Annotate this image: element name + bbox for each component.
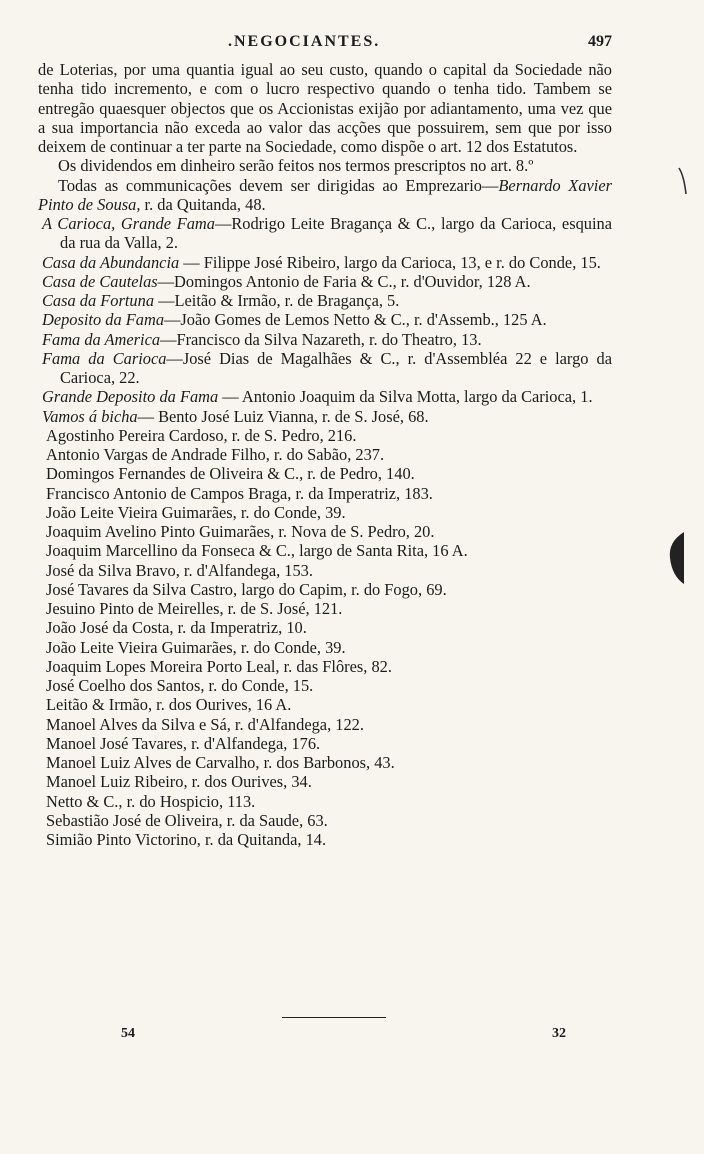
list-item: Manoel José Tavares, r. d'Alfandega, 176. xyxy=(46,733,321,753)
margin-mark-icon xyxy=(678,166,688,196)
list-item: Joaquim Marcellino da Fonseca & C., largo de Santa Rita, 16 A. xyxy=(46,541,468,561)
list-item xyxy=(38,272,612,291)
firm-name: Casa da Fortuna xyxy=(42,291,155,310)
contact-note xyxy=(38,176,612,215)
firm-details: —João Gomes de Lemos Netto & C., r. d'Assemb., 125 A. xyxy=(164,310,547,330)
firm-name: Fama da America xyxy=(42,329,161,349)
page-body xyxy=(38,60,612,849)
running-title: .NEGOCIANTES. xyxy=(228,33,381,50)
list-item xyxy=(38,291,612,310)
intro-paragraph: de Loterias, por uma quantia igual ao seu custo, quando o capital da Sociedade não tenha tido incremento, e com o lucro respectivo quando o tenha tido. Tambem se entregão quaesquer objectos que os Accionistas exijão por adiantamento, uma vez que a sua importancia não exceda ao valor das acções que possuirem, sem que por isso deixem de continuar a ter parte na Sociedade, como dispõe o art. 12 dos Estatutos. xyxy=(38,60,612,156)
list-item: Leitão & Irmão, r. dos Ourives, 16 A. xyxy=(46,695,292,715)
list-item: Antonio Vargas de Andrade Filho, r. do Sabão, 237. xyxy=(46,445,385,464)
signature-mark: 54 xyxy=(121,1026,135,1041)
firm-name: Grande Deposito da Fama xyxy=(42,387,219,407)
list-item: Manoel Alves da Silva e Sá, r. d'Alfandega, 122. xyxy=(46,714,364,734)
firm-name: Deposito da Fama xyxy=(42,310,165,330)
dividend-note: Os dividendos em dinheiro serão feitos nos termos prescriptos no art. 8.º xyxy=(58,156,534,176)
emprezario-name: Bernardo Xavier Pinto de Sousa, xyxy=(38,175,612,214)
list-item: Sebastião José de Oliveira, r. da Saude, 63. xyxy=(46,810,328,830)
named-firm-list xyxy=(38,214,612,426)
firm-name: Fama da Carioca xyxy=(42,348,167,368)
page-header xyxy=(38,33,612,55)
page-number: 497 xyxy=(588,33,612,50)
list-item: Manoel Luiz Ribeiro, r. dos Ourives, 34. xyxy=(46,772,312,792)
firm-details: — Bento José Luiz Vianna, r. de S. José, 68. xyxy=(137,406,429,426)
list-item xyxy=(38,407,612,426)
firm-name: Casa de Cautelas xyxy=(42,271,158,291)
firm-details: — Antonio Joaquim da Silva Motta, largo da Carioca, 1. xyxy=(218,387,593,407)
firm-details: —Leitão & Irmão, r. de Bragança, 5. xyxy=(154,291,400,310)
list-item: Jesuino Pinto de Meirelles, r. de S. José, 121. xyxy=(46,599,343,618)
contact-lead: Todas as communicações devem ser dirigidas ao Emprezario— xyxy=(58,175,499,195)
list-item: Agostinho Pereira Cardoso, r. de S. Pedro, 216. xyxy=(46,425,357,445)
list-item: João Leite Vieira Guimarães, r. do Conde, 39. xyxy=(46,637,346,657)
merchant-list xyxy=(38,426,612,850)
list-item xyxy=(38,253,612,272)
list-item: José da Silva Bravo, r. d'Alfandega, 153. xyxy=(46,560,313,580)
firm-details: — Filippe José Ribeiro, largo da Carioca, 13, e r. do Conde, 15. xyxy=(179,252,601,272)
page-footer xyxy=(0,1018,704,1058)
list-item: Netto & C., r. do Hospicio, 113. xyxy=(46,791,256,811)
firm-details: —Francisco da Silva Nazareth, r. do Theatro, 13. xyxy=(160,329,482,349)
list-item: João José da Costa, r. da Imperatriz, 10. xyxy=(46,618,307,638)
list-item: Domingos Fernandes de Oliveira & C., r. de Pedro, 140. xyxy=(46,464,415,484)
list-item xyxy=(38,349,612,388)
firm-details: —Rodrigo Leite Bragança & C., largo da Carioca, esquina da rua da Valla, 2. xyxy=(60,214,612,253)
firm-name: Casa da Abundancia xyxy=(42,252,180,272)
list-item: Francisco Antonio de Campos Braga, r. da Imperatriz, 183. xyxy=(46,483,433,503)
list-item: Manoel Luiz Alves de Carvalho, r. dos Barbonos, 43. xyxy=(46,753,395,772)
folio-number: 32 xyxy=(552,1026,566,1041)
list-item: Simião Pinto Victorino, r. da Quitanda, 14. xyxy=(46,830,327,849)
list-item: José Coelho dos Santos, r. do Conde, 15. xyxy=(46,676,314,695)
firm-details: —José Dias de Magalhães & C., r. d'Assembléa 22 e largo da Carioca, 22. xyxy=(60,348,612,387)
emprezario-address: r. da Quitanda, 48. xyxy=(140,194,266,214)
list-item: José Tavares da Silva Castro, largo do Capim, r. do Fogo, 69. xyxy=(46,579,447,599)
list-item: Joaquim Avelino Pinto Guimarães, r. Nova de S. Pedro, 20. xyxy=(46,522,435,541)
list-item xyxy=(38,387,612,406)
ink-blot-icon xyxy=(664,528,686,588)
firm-name: Vamos á bicha xyxy=(42,406,138,426)
firm-details: —Domingos Antonio de Faria & C., r. d'Ouvidor, 128 A. xyxy=(157,271,531,291)
list-item xyxy=(38,310,612,329)
list-item xyxy=(38,214,612,253)
list-item: João Leite Vieira Guimarães, r. do Conde, 39. xyxy=(46,502,346,522)
list-item xyxy=(38,330,612,349)
list-item: Joaquim Lopes Moreira Porto Leal, r. das Flôres, 82. xyxy=(46,656,392,676)
firm-name: A Carioca, Grande Fama xyxy=(42,214,215,233)
